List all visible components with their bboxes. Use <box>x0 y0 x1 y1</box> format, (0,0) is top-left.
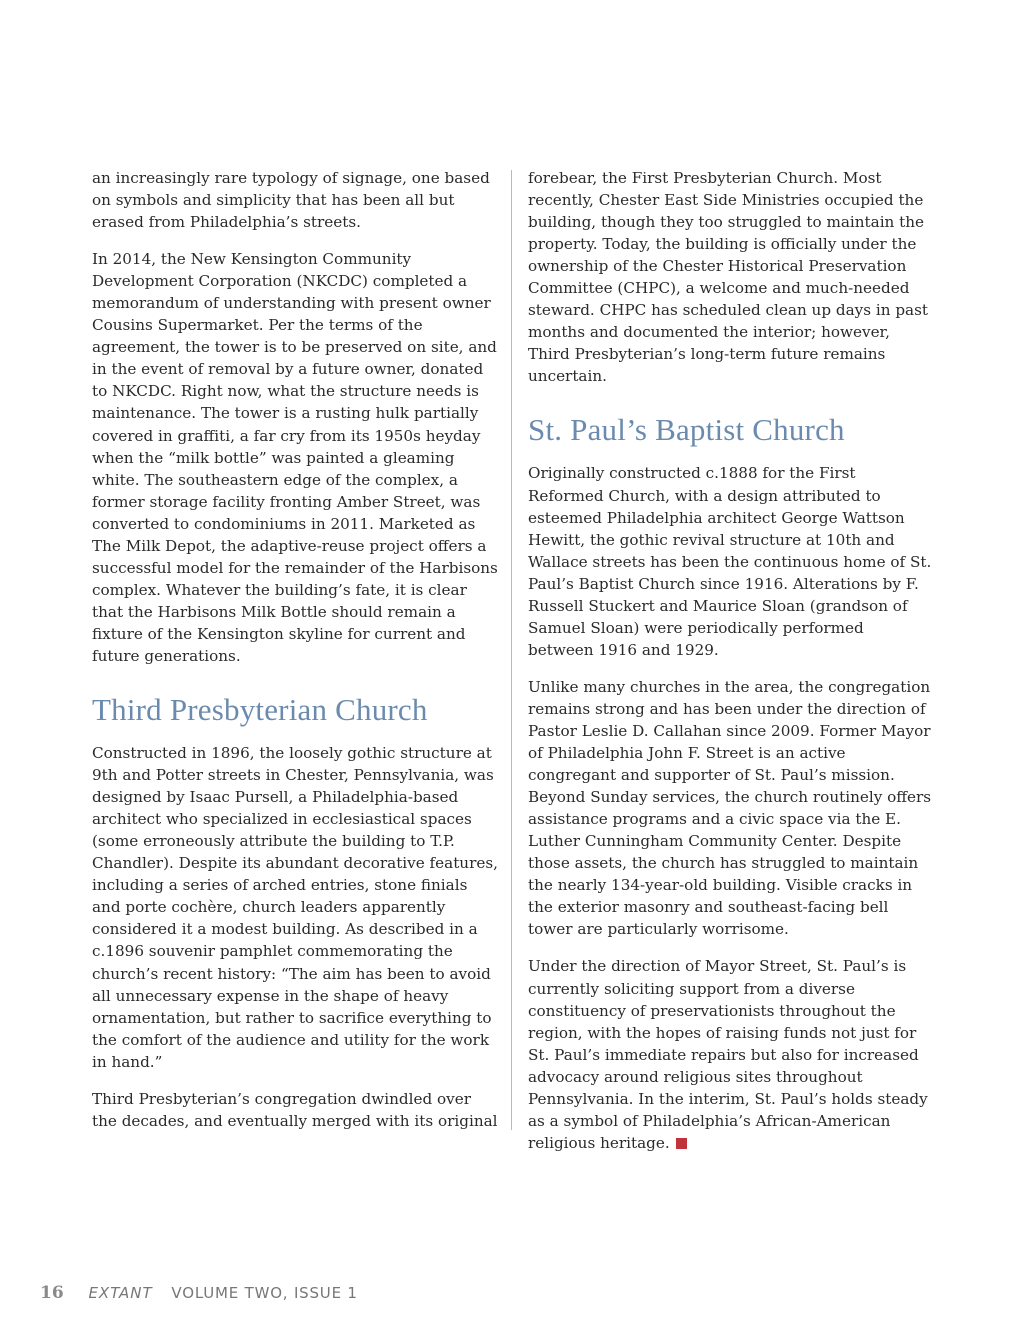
page-footer <box>40 1283 358 1303</box>
column-divider <box>511 170 512 1130</box>
right-column <box>528 167 933 1169</box>
page-number: 16 <box>40 1283 64 1303</box>
body-paragraph: Third Presbyterian’s congregation dwindled over the decades, and eventually merged with its original <box>92 1089 498 1130</box>
issue-label: VOLUME TWO, ISSUE 1 <box>171 1284 358 1302</box>
final-paragraph-text: Under the direction of Mayor Street, St. Paul’s is currently soliciting support from a diverse constituency of preservationists throughout the region, with the hopes of raising funds not just for St. Paul’s immediate repairs but also for increased advocacy around religious sites throughout Pennsylvania. In the interim, St. Paul’s holds steady as a symbol of Philadelphia’s African-American religious heritage. <box>528 957 928 1152</box>
body-paragraph: Constructed in 1896, the loosely gothic structure at 9th and Potter streets in Chester, Pennsylvania, was designed by Isaac Pursell, a Philadelphia-based architect who specialized in ecclesiastical spaces (some erroneously attribute the building to T.P. Chandler). Despite its abundant decorative features, including a series of arched entries, stone finials and porte cochère, church leaders apparently considered it a modest building. As described in a c.1896 souvenir pamphlet commemorating the church’s recent history: “The aim has been to avoid all unnecessary expense in the shape of heavy ornamentation, but rather to sacrifice everything to the comfort of the audience and utility for the work in hand.” <box>92 744 498 1071</box>
body-paragraph: In 2014, the New Kensington Community Development Corporation (NKCDC) completed a memorandum of understanding with present owner Cousins Supermarket. Per the terms of the agreement, the tower is to be preserved on site, and in the event of removal by a future owner, donated to NKCDC. Right now, what the structure needs is maintenance. The tower is a rusting hulk partially covered in graffiti, a far cry from its 1950s heyday when the “milk bottle” was painted a gleaming white. The southeastern edge of the complex, a former storage facility fronting Amber Street, was converted to condominiums in 2011. Marketed as The Milk Depot, the adaptive-reuse project offers a successful model for the remainder of the Harbisons complex. Whatever the building’s fate, it is clear that the Harbisons Milk Bottle should remain a fixture of the Kensington skyline for current and future generations. <box>92 250 498 665</box>
publication-name: EXTANT <box>88 1284 153 1302</box>
section-heading-st-pauls: St. Paul’s Baptist Church <box>528 412 845 448</box>
body-paragraph: Unlike many churches in the area, the congregation remains strong and has been under the direction of Pastor Leslie D. Callahan since 2009. Former Mayor of Philadelphia John F. Street is an active congregant and supporter of St. Paul’s mission. Beyond Sunday services, the church routinely offers assistance programs and a civic space via the E. Luther Cunningham Community Center. Despite those assets, the church has struggled to maintain the nearly 134-year-old building. Visible cracks in the exterior masonry and southeast-facing bell tower are particularly worrisome. <box>528 677 932 939</box>
body-paragraph: an increasingly rare typology of signage, one based on symbols and simplicity that has been all but erased from Philadelphia’s streets. <box>92 169 490 232</box>
left-column <box>92 167 498 1147</box>
body-paragraph: forebear, the First Presbyterian Church. Most recently, Chester East Side Ministries occupied the building, though they too struggled to maintain the property. Today, the building is officially under the ownership of the Chester Historical Preservation Committee (CHPC), a welcome and much-needed steward. CHPC has scheduled clean up days in past months and documented the interior; however, Third Presbyterian’s long-term future remains uncertain. <box>528 169 928 386</box>
body-paragraph: Originally constructed c.1888 for the First Reformed Church, with a design attributed to esteemed Philadelphia architect George Wattson Hewitt, the gothic revival structure at 10th and Wallace streets has been the continuous home of St. Paul’s Baptist Church since 1916. Alterations by F. Russell Stuckert and Maurice Sloan (grandson of Samuel Sloan) were periodically performed between 1916 and 1929. <box>528 464 932 659</box>
section-heading-third-presbyterian: Third Presbyterian Church <box>92 692 428 728</box>
end-of-article-mark-icon <box>676 1138 687 1149</box>
final-paragraph <box>528 955 933 1153</box>
